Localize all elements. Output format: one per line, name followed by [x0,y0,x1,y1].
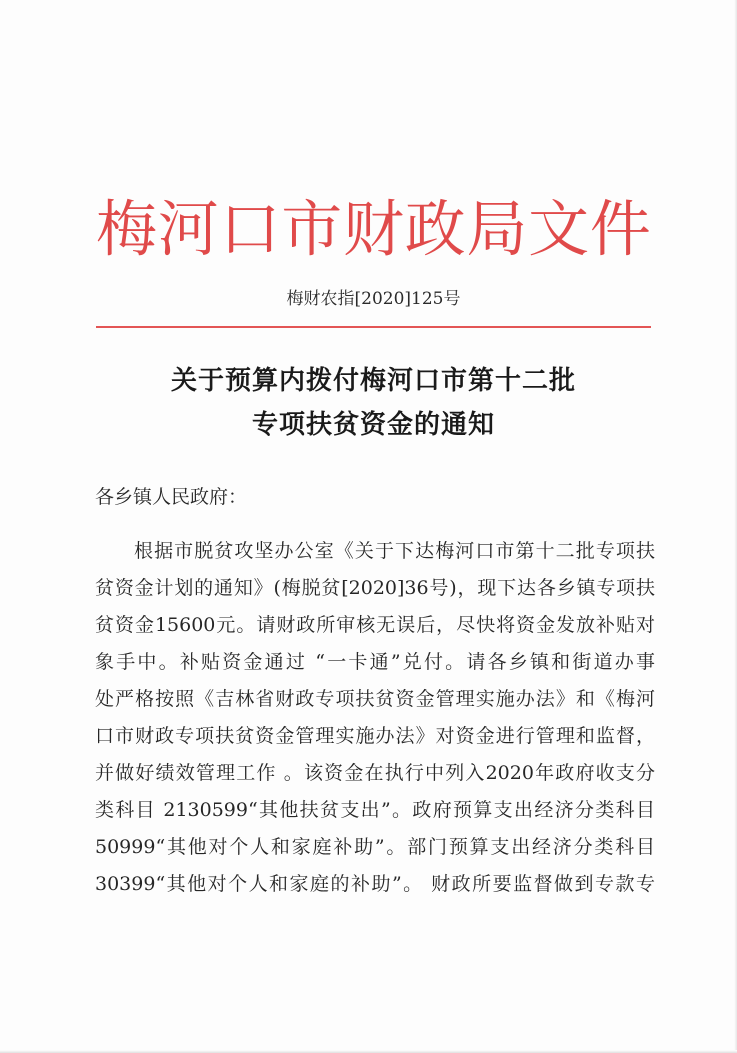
masthead-char: 财 [342,194,404,265]
body-line-7: 并做好绩效管理工作 。该资金在执行中列入2020年政府收支分 [95,762,655,784]
red-divider-rule [96,326,651,328]
body-line-9: 50999“其他对个人和家庭补助”。部门预算支出经济分类科目 [95,836,655,858]
masthead-char: 政 [404,194,466,265]
masthead-title [96,188,651,272]
notice-title-line-1: 关于预算内拨付梅河口市第十二批 [170,366,576,396]
body-line-6: 口市财政专项扶贫资金管理实施办法》对资金进行管理和监督， [95,725,655,747]
notice-title-line-2: 专项扶贫资金的通知 [251,410,495,440]
salutation: 各乡镇人民政府： [95,486,248,508]
masthead-char: 市 [281,194,343,265]
masthead-char: 文 [528,194,590,265]
body-line-8: 类科目 2130599“其他扶贫支出”。政府预算支出经济分类科目 [95,799,655,821]
body-line-4: 象手中。补贴资金通过 “一卡通”兑付。请各乡镇和街道办事 [95,651,655,673]
masthead-char: 梅 [96,194,158,265]
masthead-char: 河 [157,194,219,265]
body-line-5: 处严格按照《吉林省财政专项扶贫资金管理实施办法》和《梅河 [95,688,655,710]
masthead-char: 局 [466,194,528,265]
document-number: 梅财农指[2020]125号 [286,289,461,309]
body-line-2: 贫资金计划的通知》(梅脱贫[2020]36号)，现下达各乡镇专项扶 [95,577,655,599]
body-line-10: 30399“其他对个人和家庭的补助”。 财政所要监督做到专款专 [95,873,655,895]
masthead-char: 口 [219,194,281,265]
body-line-1: 根据市脱贫攻坚办公室《关于下达梅河口市第十二批专项扶 [134,540,655,562]
body-line-3: 贫资金15600元。请财政所审核无误后，尽快将资金发放补贴对 [95,614,655,636]
masthead-char: 件 [589,194,651,265]
